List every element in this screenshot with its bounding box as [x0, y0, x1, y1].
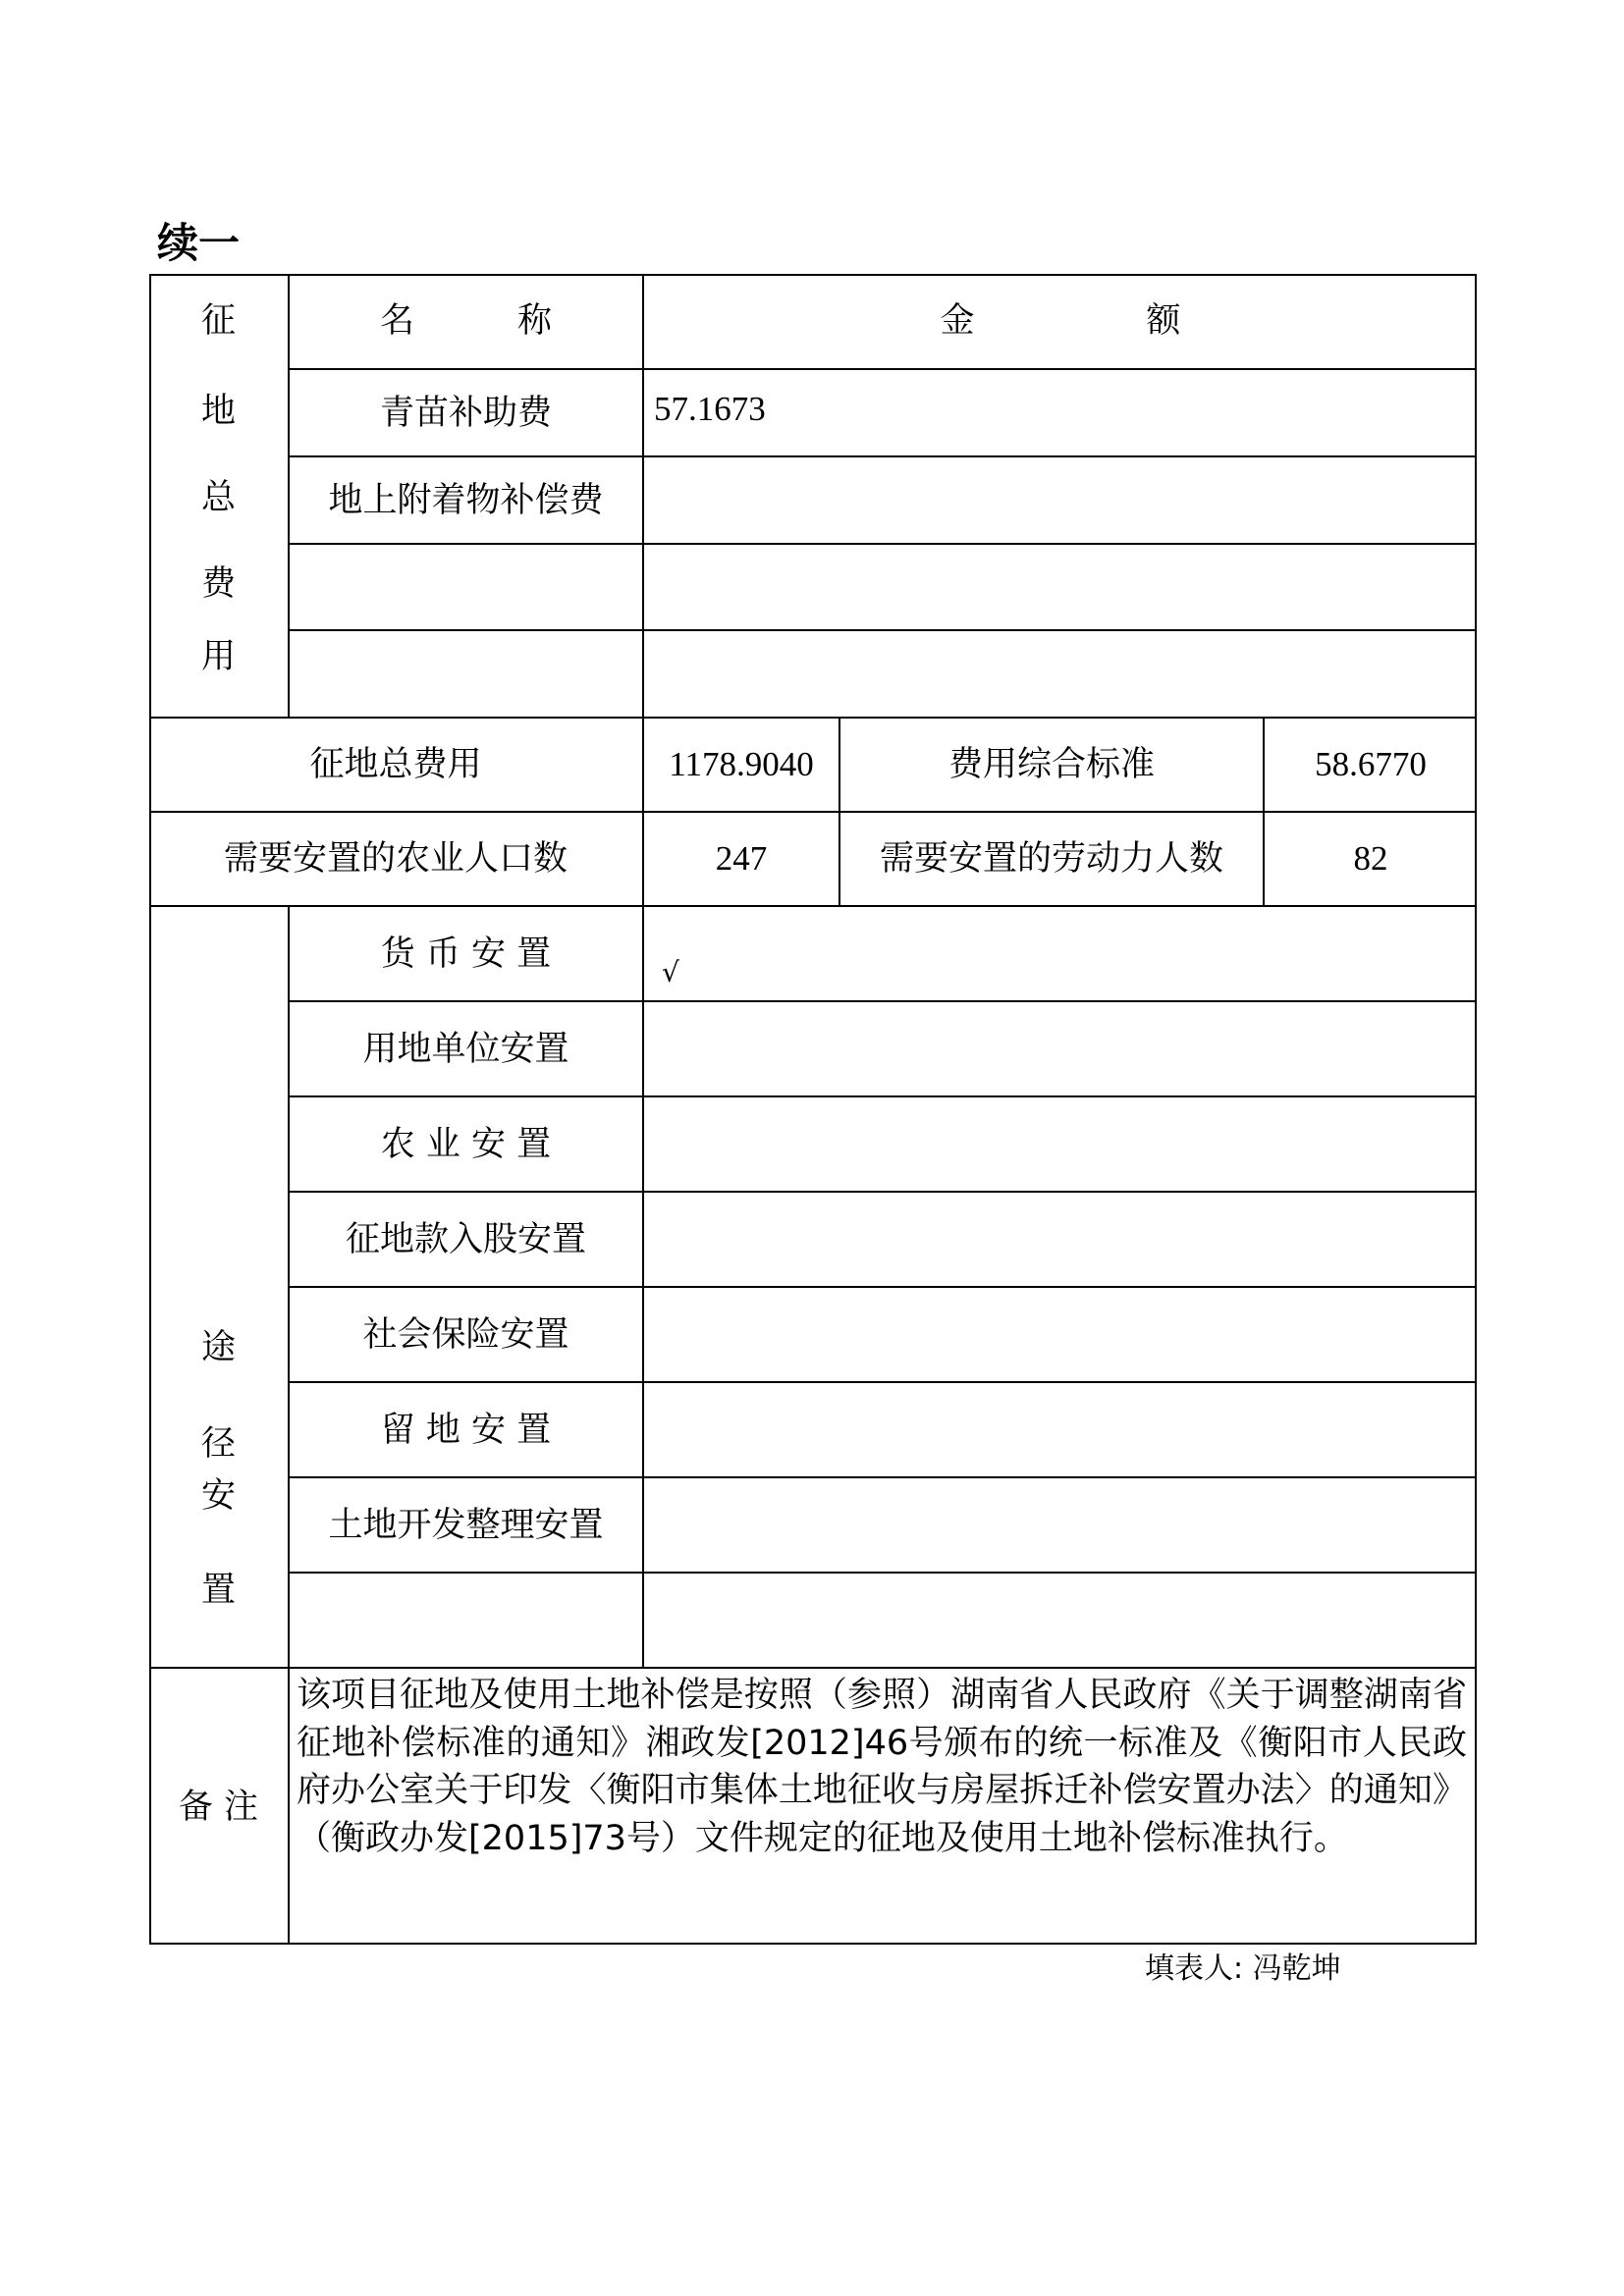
- resettlement-value: [644, 1383, 1477, 1476]
- remarks-label: 备 注: [178, 1787, 259, 1827]
- section-char: 置: [200, 1571, 236, 1610]
- section-char: 总: [200, 478, 236, 517]
- labor-count-label: 需要安置的劳动力人数: [879, 839, 1223, 879]
- cost-item-amount: [644, 545, 1477, 629]
- section-char: 征: [200, 301, 236, 341]
- remarks-text: 该项目征地及使用土地补偿是按照（参照）湖南省人民政府《关于调整湖南省征地补偿标准的通知》湘政发[2012]46号颁布的统一标准及《衡阳市人民政府办公室关于印发〈衡阳市集体土地征收与房屋拆迁补偿安置办法〉的通知》（衡政办发[2015]73号）文件规定的征地及使用土地补偿标准执行。: [297, 1676, 1467, 1858]
- section-char: 费: [200, 564, 236, 604]
- resettlement-value: [644, 1097, 1477, 1191]
- section-char: 安: [200, 1476, 236, 1516]
- cost-item-name: [290, 631, 642, 717]
- resettlement-value: [644, 1193, 1477, 1286]
- resettlement-section-label-lower: [149, 1286, 288, 1667]
- resettlement-value: [644, 1288, 1477, 1381]
- cost-standard-label: 费用综合标准: [947, 745, 1155, 784]
- section-char: 地: [200, 392, 236, 431]
- header-amount: 金 额: [940, 301, 1181, 341]
- farm-population-label: 需要安置的农业人口数: [223, 839, 568, 879]
- cost-item-name: 地上附着物补偿费: [328, 480, 604, 520]
- resettlement-value: [644, 1002, 1477, 1095]
- resettlement-method: [290, 1574, 642, 1667]
- rule: [149, 1667, 1477, 1669]
- total-cost-label: 征地总费用: [309, 745, 482, 784]
- resettlement-method: 货 币 安 置: [380, 934, 552, 974]
- rule: [288, 1667, 290, 1945]
- resettlement-method: 社会保险安置: [362, 1314, 569, 1355]
- cost-item-name: [290, 545, 642, 629]
- section-char: 用: [200, 637, 236, 676]
- form-filler: 填表人: 冯乾坤: [1145, 1951, 1341, 1986]
- total-cost-value: 1178.9040: [669, 745, 814, 783]
- cost-standard-value: 58.6770: [1315, 745, 1427, 783]
- cost-item-amount: [644, 457, 1477, 543]
- resettlement-value: [644, 1574, 1477, 1667]
- page-title: 续一: [157, 219, 241, 267]
- resettlement-method: 土地开发整理安置: [328, 1505, 604, 1545]
- resettlement-method: 留 地 安 置: [380, 1410, 552, 1450]
- resettlement-value: √: [662, 956, 679, 988]
- land-cost-section-label: [149, 274, 288, 717]
- farm-population-value: 247: [715, 839, 768, 878]
- resettlement-method: 征地款入股安置: [345, 1219, 586, 1259]
- cost-item-name: 青苗补助费: [379, 393, 552, 433]
- section-char: 径: [200, 1424, 236, 1464]
- resettlement-value: [644, 1478, 1477, 1572]
- labor-count-value: 82: [1353, 839, 1388, 878]
- resettlement-method: 农 业 安 置: [380, 1124, 552, 1164]
- land-compensation-table: [149, 274, 1477, 1945]
- resettlement-method: 用地单位安置: [362, 1029, 569, 1069]
- cost-item-amount: [644, 631, 1477, 717]
- section-char: 途: [200, 1328, 236, 1367]
- header-name: 名 称: [379, 301, 552, 341]
- cost-item-amount: 57.1673: [654, 390, 766, 428]
